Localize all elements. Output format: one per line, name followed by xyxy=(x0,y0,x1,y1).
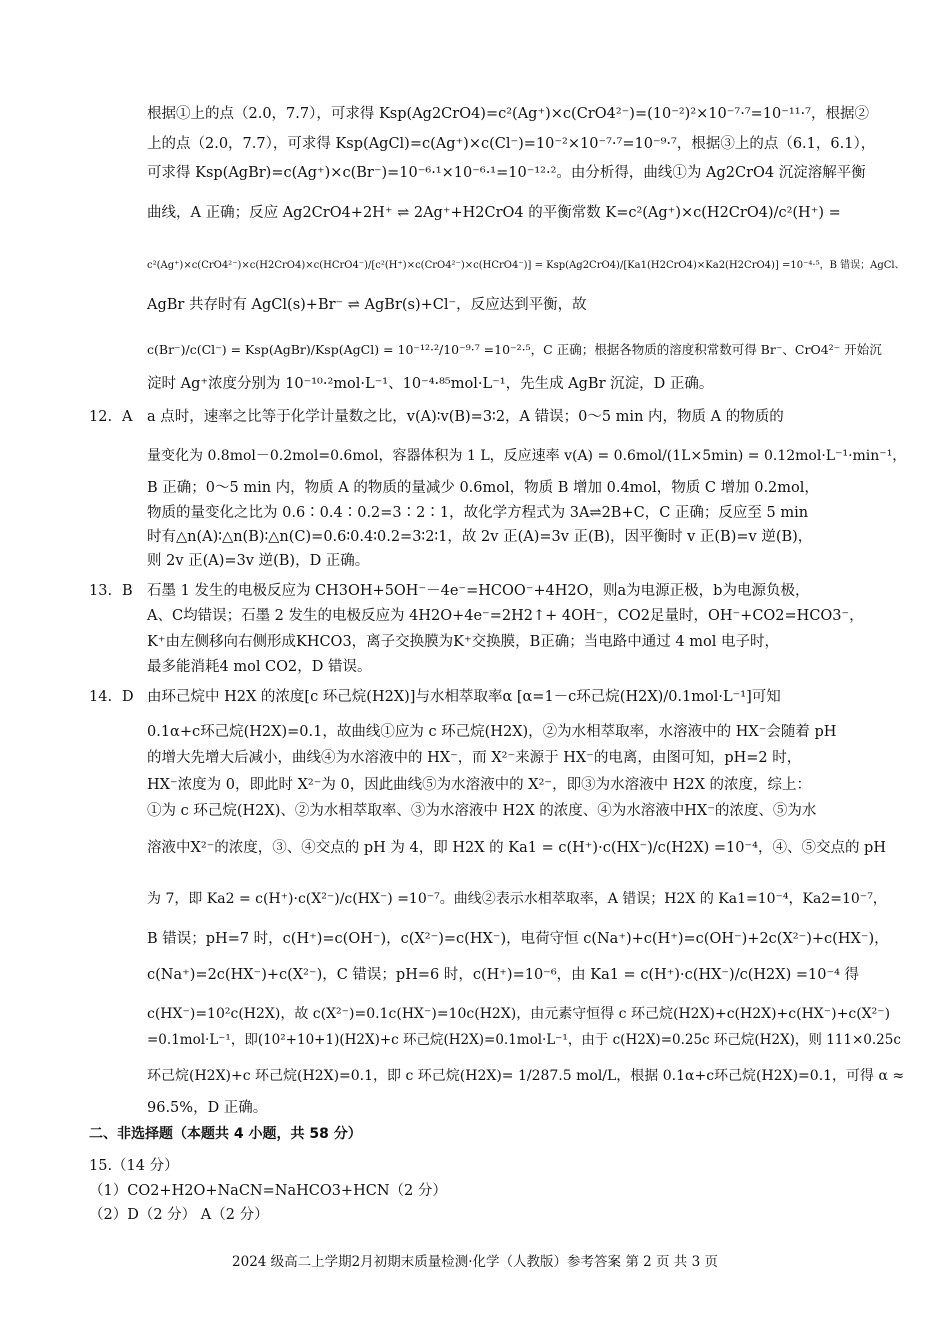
question-answer: B xyxy=(122,583,133,599)
explanation-line: A、C均错误；石墨 2 发生的电极反应为 4H2O+4e⁻=2H2↑+ 4OH⁻，CO2足量时，OH⁻+CO2=HCO3⁻， xyxy=(147,608,864,624)
explanation-line: ①为 c 环己烷(H2X)、②为水相萃取率、③为水溶液中 H2X 的浓度、④为水溶液中HX⁻的浓度、⑤为水 xyxy=(147,803,817,819)
explanation-line: B 正确；0～5 min 内，物质 A 的物质的量减少 0.6mol，物质 B 增加 0.4mol，物质 C 增加 0.2mol， xyxy=(147,480,819,496)
explanation-line: c(HX⁻)=10²c(H2X)，故 c(X²⁻)=0.1c(HX⁻)=10c(H2X)，由元素守恒得 c 环己烷(H2X)+c(H2X)+c(HX⁻)+c(X²⁻) xyxy=(147,1006,891,1022)
explanation-line: 曲线，A 正确；反应 Ag2CrO4+2H⁺ ⇌ 2Ag⁺+H2CrO4 的平衡常数 K=c²(Ag⁺)×c(H2CrO4)/c²(H⁺) = xyxy=(147,205,841,221)
explanation-line: 上的点（2.0，7.7），可求得 Ksp(AgCl)=c(Ag⁺)×c(Cl⁻)=10⁻²×10⁻⁷·⁷=10⁻⁹·⁷，根据③上的点（6.1，6.1）， xyxy=(147,136,876,152)
explanation-line: =0.1mol·L⁻¹，即(10²+10+1)(H2X)+c 环己烷(H2X)=0.1mol·L⁻¹，由于 c(H2X)=0.25c 环己烷(H2X)，则 111×0.25c xyxy=(147,1032,901,1048)
explanation-line: B 错误；pH=7 时，c(H⁺)=c(OH⁻)，c(X²⁻)=c(HX⁻)，电荷守恒 c(Na⁺)+c(H⁺)=c(OH⁻)+2c(X²⁻)+c(HX⁻)， xyxy=(147,931,889,947)
question-number: 12. xyxy=(89,409,113,425)
explanation-line: 0.1α+c环己烷(H2X)=0.1，故曲线①应为 c 环己烷(H2X)，②为水相萃取率，水溶液中的 HX⁻会随着 pH xyxy=(147,724,837,740)
question-number: 13. xyxy=(89,583,113,599)
explanation-line: 时有△n(A)∶△n(B)∶△n(C)=0.6∶0.4∶0.2=3∶2∶1，故 2v 正(A)=3v 正(B)，因平衡时 v 正(B)=v 逆(B)， xyxy=(147,529,813,545)
explanation-line: HX⁻浓度为 0，即此时 X²⁻为 0，因此曲线⑤为水溶液中的 X²⁻，即③为水溶液中 H2X 的浓度，综上： xyxy=(147,777,811,793)
explanation-line: 则 2v 正(A)=3v 逆(B)，D 正确。 xyxy=(147,553,370,569)
explanation-line: 环己烷(H2X)+c 环己烷(H2X)=0.1，即 c 环己烷(H2X)= 1/287.5 mol/L，根据 0.1α+c环己烷(H2X)=0.1，可得 α ≈ xyxy=(147,1068,905,1084)
explanation-line: 的增大先增大后减小，曲线④为水溶液中的 HX⁻，而 X²⁻来源于 HX⁻的电离，由图可知，pH=2 时， xyxy=(147,750,802,766)
explanation-line: c(Br⁻)/c(Cl⁻) = Ksp(AgBr)/Ksp(AgCl) = 10⁻¹²·²/10⁻⁹·⁷ =10⁻²·⁵，C 正确；根据各物质的溶度积常数可得 Br⁻、CrO4²⁻ 开始沉 xyxy=(147,342,882,357)
explanation-line: 量变化为 0.8mol－0.2mol=0.6mol，容器体积为 1 L，反应速率 v(A) = 0.6mol/(1L×5min) = 0.12mol·L⁻¹·min⁻¹， xyxy=(147,448,907,464)
answer-line: （1）CO2+H2O+NaCN=NaHCO3+HCN（2 分） xyxy=(89,1183,447,1199)
page-footer: 2024 级高二上学期2月初期末质量检测·化学（人教版）参考答案 第 2 页 共 3 页 xyxy=(232,1254,718,1270)
answer-line: （2）D（2 分） A（2 分） xyxy=(89,1207,269,1223)
explanation-line: c²(Ag⁺)×c(CrO4²⁻)×c(H2CrO4)×c(HCrO4⁻)/[c²(H⁺)×c(CrO4²⁻)×c(HCrO4⁻)] = Ksp(Ag2CrO4)/[Ka1(H2CrO4)×Ka2(H2CrO4)] =10⁻⁴·⁵，B 错误；AgCl、 xyxy=(147,260,905,271)
explanation-line: 溶液中X²⁻的浓度，③、④交点的 pH 为 4，即 H2X 的 Ka1 = c(H⁺)·c(HX⁻)/c(H2X) =10⁻⁴，④、⑤交点的 pH xyxy=(147,840,886,856)
explanation-line: a 点时，速率之比等于化学计量数之比，v(A)∶v(B)=3∶2，A 错误；0～5 min 内，物质 A 的物质的 xyxy=(147,409,784,425)
explanation-line: 可求得 Ksp(AgBr)=c(Ag⁺)×c(Br⁻)=10⁻⁶·¹×10⁻⁶·¹=10⁻¹²·²。由分析得，曲线①为 Ag2CrO4 沉淀溶解平衡 xyxy=(147,165,866,181)
section-heading: 二、非选择题（本题共 4 小题，共 58 分） xyxy=(89,1126,362,1142)
question-answer: D xyxy=(122,689,134,705)
explanation-line: 最多能消耗4 mol CO2，D 错误。 xyxy=(147,659,372,675)
explanation-line: 物质的量变化之比为 0.6∶0.4∶0.2=3∶2∶1，故化学方程式为 3A⇌2B+C，C 正确；反应至 5 min xyxy=(147,505,809,521)
question-answer: A xyxy=(122,409,133,425)
explanation-line: 根据①上的点（2.0，7.7），可求得 Ksp(Ag2CrO4)=c²(Ag⁺)×c(CrO4²⁻)=(10⁻²)²×10⁻⁷·⁷=10⁻¹¹·⁷，根据② xyxy=(147,106,869,122)
explanation-line: 由环己烷中 H2X 的浓度[c 环己烷(H2X)]与水相萃取率α [α=1－c环己烷(H2X)/0.1mol·L⁻¹]可知 xyxy=(147,689,781,705)
question-heading: 15.（14 分） xyxy=(89,1158,179,1174)
explanation-line: 淀时 Ag⁺浓度分别为 10⁻¹⁰·²mol·L⁻¹、10⁻⁴·⁸⁵mol·L⁻¹，先生成 AgBr 沉淀，D 正确。 xyxy=(147,376,714,392)
explanation-line: AgBr 共存时有 AgCl(s)+Br⁻ ⇌ AgBr(s)+Cl⁻，反应达到平衡，故 xyxy=(147,297,587,313)
explanation-line: c(Na⁺)=2c(HX⁻)+c(X²⁻)，C 错误；pH=6 时，c(H⁺)=10⁻⁶，由 Ka1 = c(H⁺)·c(HX⁻)/c(H2X) =10⁻⁴ 得 xyxy=(147,967,860,983)
question-number: 14. xyxy=(89,689,113,705)
explanation-line: K⁺由左侧移向右侧形成KHCO3，离子交换膜为K⁺交换膜，B正确；当电路中通过 4 mol 电子时， xyxy=(147,634,779,650)
explanation-line: 为 7，即 Ka2 = c(H⁺)·c(X²⁻)/c(HX⁻) =10⁻⁷。曲线②表示水相萃取率，A 错误；H2X 的 Ka1=10⁻⁴，Ka2=10⁻⁷， xyxy=(147,891,887,907)
explanation-line: 石墨 1 发生的电极反应为 CH3OH+5OH⁻－4e⁻=HCOO⁻+4H2O，则a为电源正极，b为电源负极， xyxy=(147,583,810,599)
explanation-line: 96.5%，D 正确。 xyxy=(147,1100,268,1116)
